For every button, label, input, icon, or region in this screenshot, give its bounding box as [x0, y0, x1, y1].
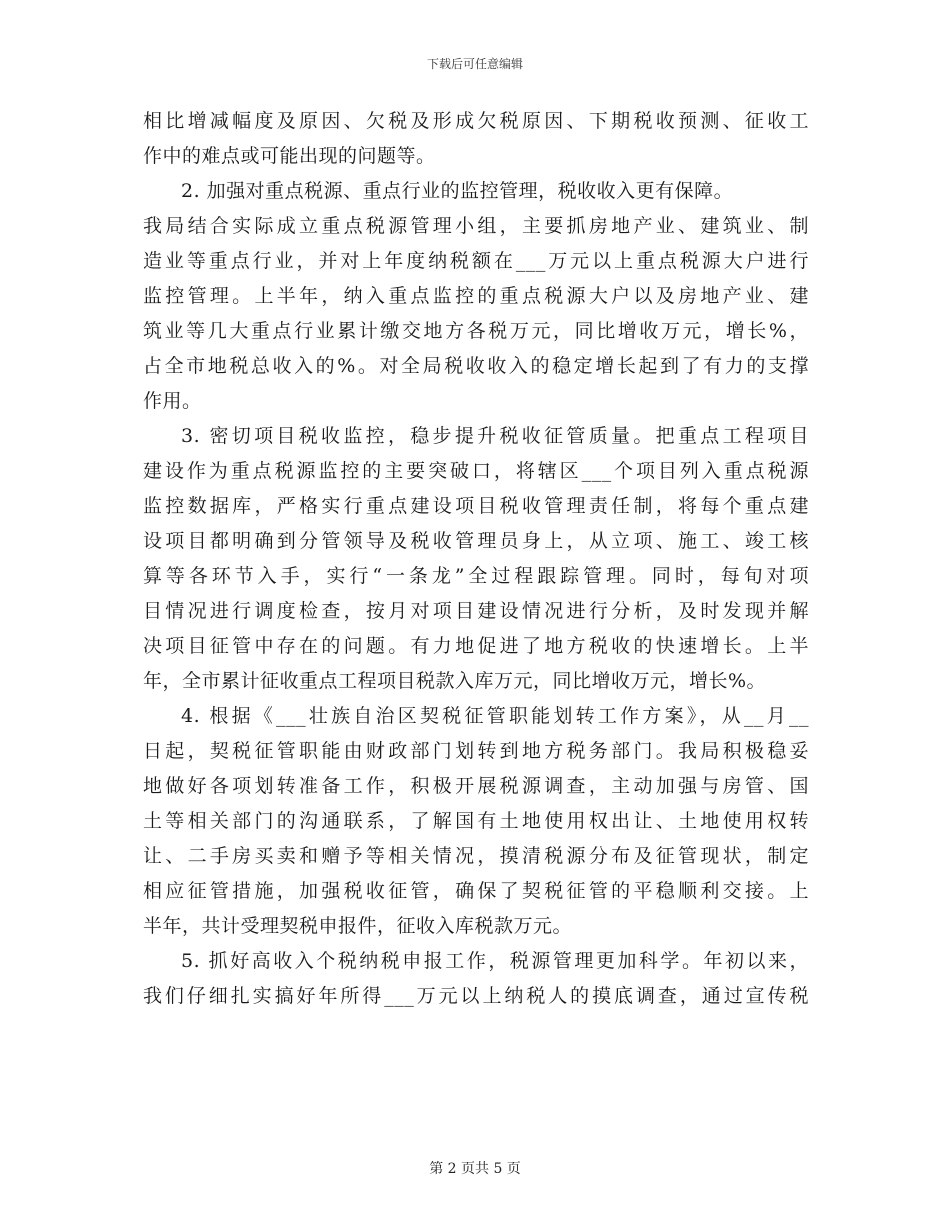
paragraph: [143, 174, 809, 419]
text-line: 监控管理。上半年，纳入重点监控的重点税源大户以及房地产业、建: [143, 285, 809, 307]
text-line: 半年，共计受理契税申报件，征收入库税款万元。: [143, 915, 573, 937]
text-line: 相比增减幅度及原因、欠税及形成欠税原因、下期税收预测、征收工: [143, 110, 809, 132]
paragraph: [143, 104, 809, 174]
page-footer: 第 2 页共 5 页: [429, 1161, 521, 1177]
page-header: 下载后可任意编辑: [426, 57, 523, 71]
text-line: 日起，契税征管职能由财政部门划转到地方税务部门。我局积极稳妥: [143, 740, 809, 762]
document-body: [143, 104, 809, 1014]
text-line: 相应征管措施，加强税收征管，确保了契税征管的平稳顺利交接。上: [143, 880, 809, 902]
text-line: 年，全市累计征收重点工程项目税款入库万元，同比增收万元，增长%。: [143, 670, 767, 692]
text-line: 5. 抓好高收入个税纳税申报工作，税源管理更加科学。年初以来，: [181, 950, 809, 972]
text-line: 决项目征管中存在的问题。有力地促进了地方税收的快速增长。上半: [143, 635, 809, 657]
text-line: 设项目都明确到分管领导及税收管理员身上，从立项、施工、竣工核: [143, 530, 809, 552]
text-line: 3. 密切项目税收监控，稳步提升税收征管质量。把重点工程项目: [181, 425, 809, 447]
text-line: 土等相关部门的沟通联系，了解国有土地使用权出让、土地使用权转: [143, 810, 809, 832]
text-line: 让、二手房买卖和赠予等相关情况，摸清税源分布及征管现状，制定: [143, 845, 809, 867]
text-line: 筑业等几大重点行业累计缴交地方各税万元，同比增收万元，增长%，: [143, 320, 809, 342]
text-line: 建设作为重点税源监控的主要突破口，将辖区___个项目列入重点税源: [143, 460, 809, 482]
paragraph: [143, 944, 809, 1014]
text-line: 作中的难点或可能出现的问题等。: [143, 145, 436, 167]
text-line: 2. 加强对重点税源、重点行业的监控管理，税收收入更有保障。: [181, 180, 734, 202]
paragraph: [143, 699, 809, 944]
text-line: 4. 根据《___壮族自治区契税征管职能划转工作方案》，从__月__: [181, 705, 809, 727]
text-line: 作用。: [143, 390, 202, 412]
text-line: 监控数据库，严格实行重点建设项目税收管理责任制，将每个重点建: [143, 495, 809, 517]
text-line: 地做好各项划转准备工作，积极开展税源调查，主动加强与房管、国: [143, 775, 809, 797]
text-line: 占全市地税总收入的%。对全局税收收入的稳定增长起到了有力的支撑: [143, 355, 809, 377]
text-line: 目情况进行调度检查，按月对项目建设情况进行分析，及时发现并解: [143, 600, 809, 622]
paragraph: [143, 419, 809, 699]
text-line: 算等各环节入手，实行“一条龙”全过程跟踪管理。同时，每旬对项: [143, 565, 809, 587]
text-line: 我局结合实际成立重点税源管理小组，主要抓房地产业、建筑业、制: [143, 215, 809, 237]
text-line: 我们仔细扎实搞好年所得___万元以上纳税人的摸底调查，通过宣传税: [143, 985, 809, 1007]
text-line: 造业等重点行业，并对上年度纳税额在___万元以上重点税源大户进行: [143, 250, 809, 272]
